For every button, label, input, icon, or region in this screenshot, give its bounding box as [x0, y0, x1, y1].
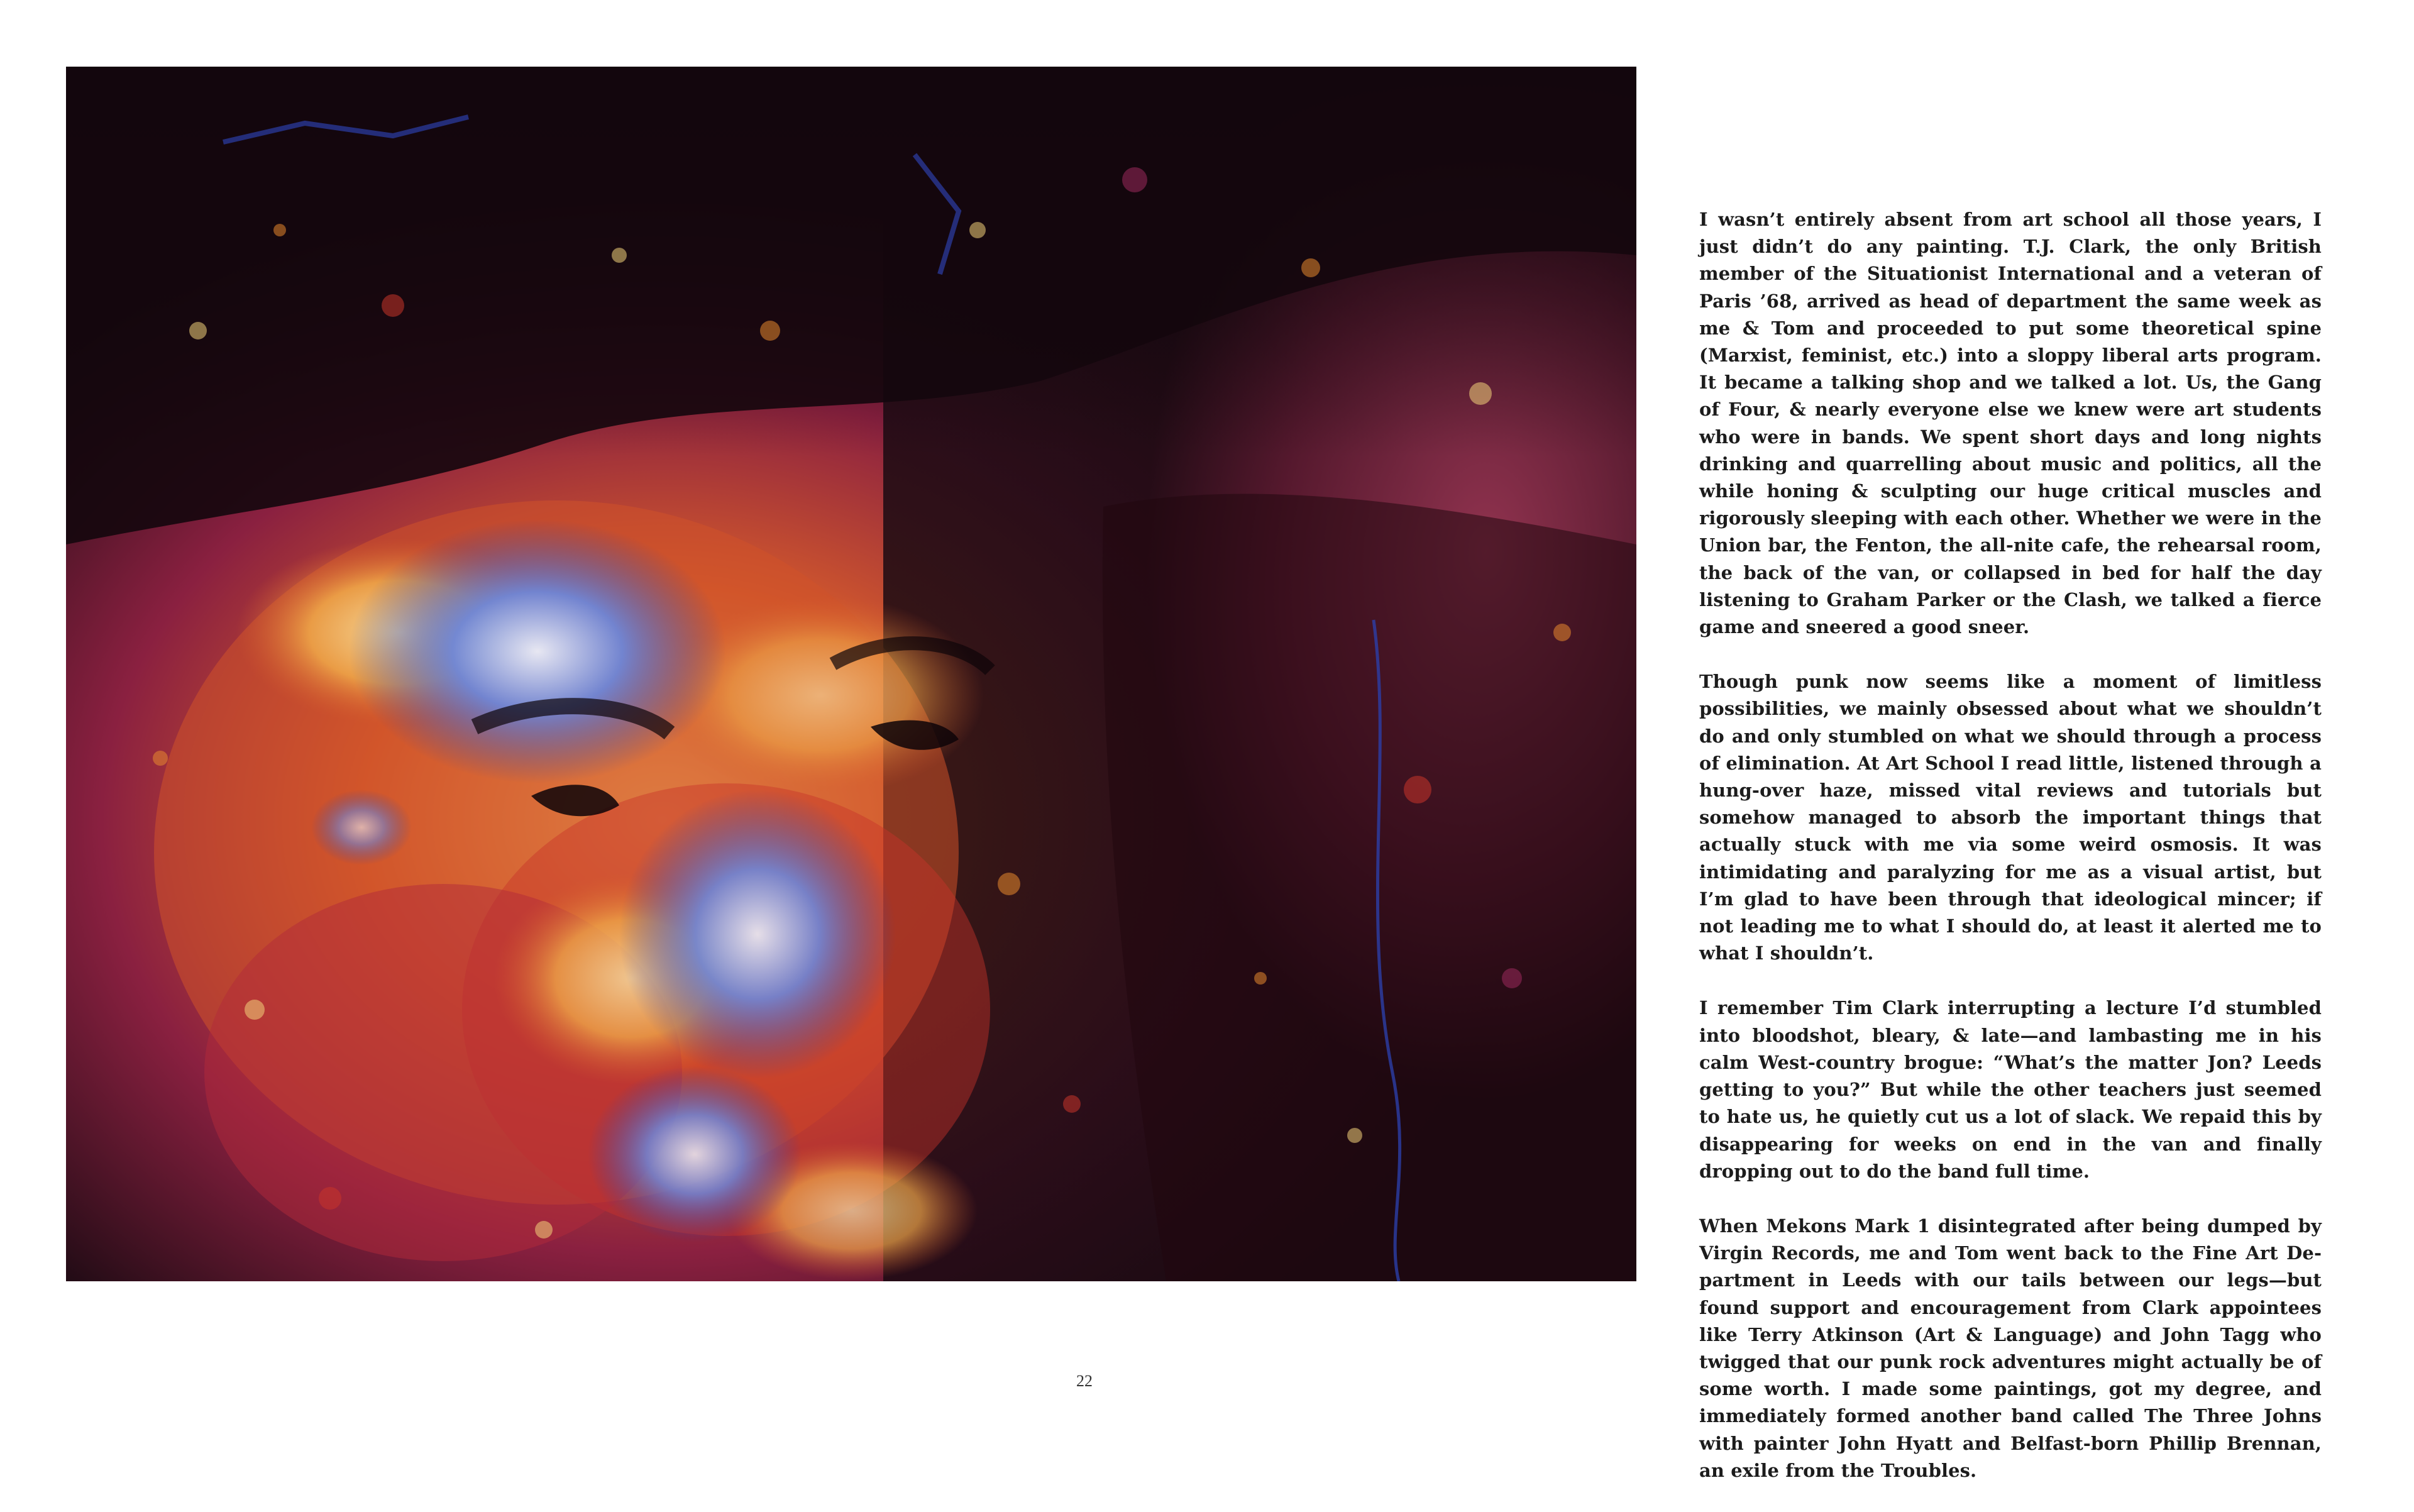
body-text-column: [1699, 206, 2322, 1512]
page-number: 22: [1076, 1372, 1093, 1390]
paragraph-1: I wasn’t entirely absent from art school all those years, I just didn’t do any painting. T.J. Clark, the only British member of the Situationist International and a veteran of Paris ’68, arrived as head of department the same week as me & Tom and proceeded to put some theoretical spine (Marxist, feminist, etc.) into a sloppy liberal arts program. It became a talking shop and we talked a lot. Us, the Gang of Four, & nearly everyone else we knew were art students who were in bands. We spent short days and long nights drinking and quarrelling about music and politics, all the while honing & sculpting our huge critical muscles and rigorously sleeping with each other. Whether we were in the Union bar, the Fenton, the all-nite cafe, the rehearsal room, the back of the van, or collapsed in bed for half the day listening to Graham Parker or the Clash, we talked a fierce game and sneered a good sneer.: [1699, 209, 2322, 638]
portrait-painting: [66, 67, 1636, 1281]
paragraph-2: Though punk now seems like a moment of limitless possibilities, we mainly obsessed about what we shouldn’t do and only stumbled on what we should through a process of elimination. At Art School I read little, listened through a hung-over haze, missed vital reviews and tutorials but somehow managed to absorb the important things that actually stuck with me via some weird osmosis. It was intimidating and paralyzing for me as a visual artist, but I’m glad to have been through that ideological mincer; if not leading me to what I should do, at least it alerted me to what I shouldn’t.: [1699, 671, 2322, 964]
paragraph-4: When Mekons Mark 1 disintegrated after being dumped by Virgin Records, me and Tom went back to the Fine Art Department in Leeds with our tails between our legs—but found support and encouragement from Clark appointees like Terry Atkinson (Art & Language) and John Tagg who twigged that our punk rock adventures might actually be of some worth. I made some paintings, got my degree, and immediately formed another band called The Three Johns with painter John Hyatt and Belfast-born Phillip Brennan, an exile from the Troubles.: [1699, 1215, 2322, 1481]
paragraph-3: I remember Tim Clark interrupting a lecture I’d stumbled into bloodshot, bleary, & late—and lambasting me in his calm West-country brogue: “What’s the matter Jon? Leeds getting to you?” But while the other teachers just seemed to hate us, he quietly cut us a lot of slack. We repaid this by disappearing for weeks on end in the van and finally dropping out to do the band full time.: [1699, 997, 2322, 1182]
